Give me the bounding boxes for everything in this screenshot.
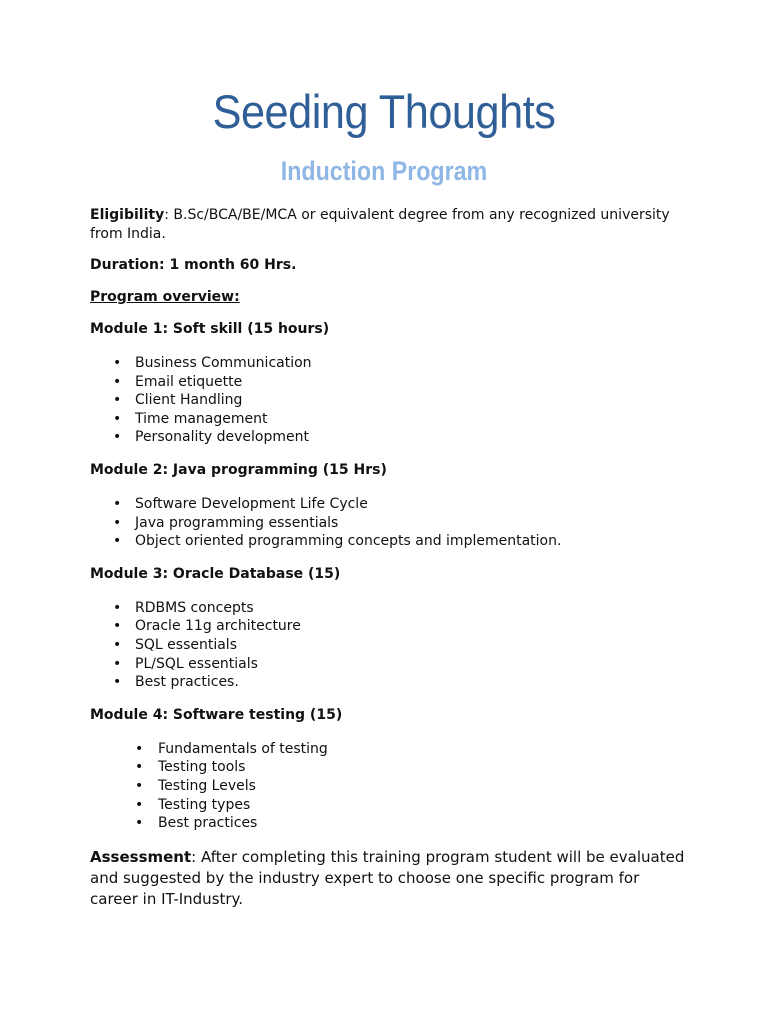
list-item: • Personality development (90, 428, 690, 447)
module-3-heading: Module 3: Oracle Database (15) (90, 565, 341, 582)
list-item: • RDBMS concepts (90, 599, 690, 618)
assessment-text: : After completing this training program student will be evaluated and suggested by the industry expert to choose one specific program for career in IT-Industry. (90, 847, 685, 908)
list-item: • SQL essentials (90, 636, 690, 655)
list-item: • Fundamentals of testing (90, 740, 690, 759)
eligibility-paragraph (90, 206, 690, 244)
eligibility-text: : B.Sc/BCA/BE/MCA or equivalent degree from any recognized university from India. (90, 207, 670, 242)
list-item: • Testing tools (90, 758, 690, 777)
list-item: • Testing types (90, 796, 690, 815)
list-item: • PL/SQL essentials (90, 655, 690, 674)
list-item: • Client Handling (90, 391, 690, 410)
list-item: • Time management (90, 410, 690, 429)
eligibility-label: Eligibility (90, 207, 165, 223)
list-item: • Oracle 11g architecture (90, 617, 690, 636)
module-2-heading: Module 2: Java programming (15 Hrs) (90, 461, 387, 478)
document-subtitle: Induction Program (280, 156, 488, 186)
list-item: • Object oriented programming concepts and implementation. (90, 532, 690, 551)
duration-line: Duration: 1 month 60 Hrs. (90, 257, 297, 273)
document-title: Seeding Thoughts (212, 85, 556, 138)
module-2-list (90, 495, 690, 551)
program-overview-heading: Program overview: (90, 289, 240, 305)
module-3-list (90, 599, 690, 692)
module-1-list (90, 354, 690, 447)
list-item: • Java programming essentials (90, 514, 690, 533)
list-item: • Best practices. (90, 673, 690, 692)
list-item: • Business Communication (90, 354, 690, 373)
document-body (90, 206, 690, 910)
list-item: • Email etiquette (90, 373, 690, 392)
module-4-heading: Module 4: Software testing (15) (90, 706, 343, 723)
module-4-list (90, 740, 690, 833)
list-item: • Testing Levels (90, 777, 690, 796)
assessment-paragraph (90, 847, 690, 910)
module-1-heading: Module 1: Soft skill (15 hours) (90, 321, 330, 337)
assessment-label: Assessment (90, 847, 192, 866)
list-item: • Software Development Life Cycle (90, 495, 690, 514)
list-item: • Best practices (90, 814, 690, 833)
